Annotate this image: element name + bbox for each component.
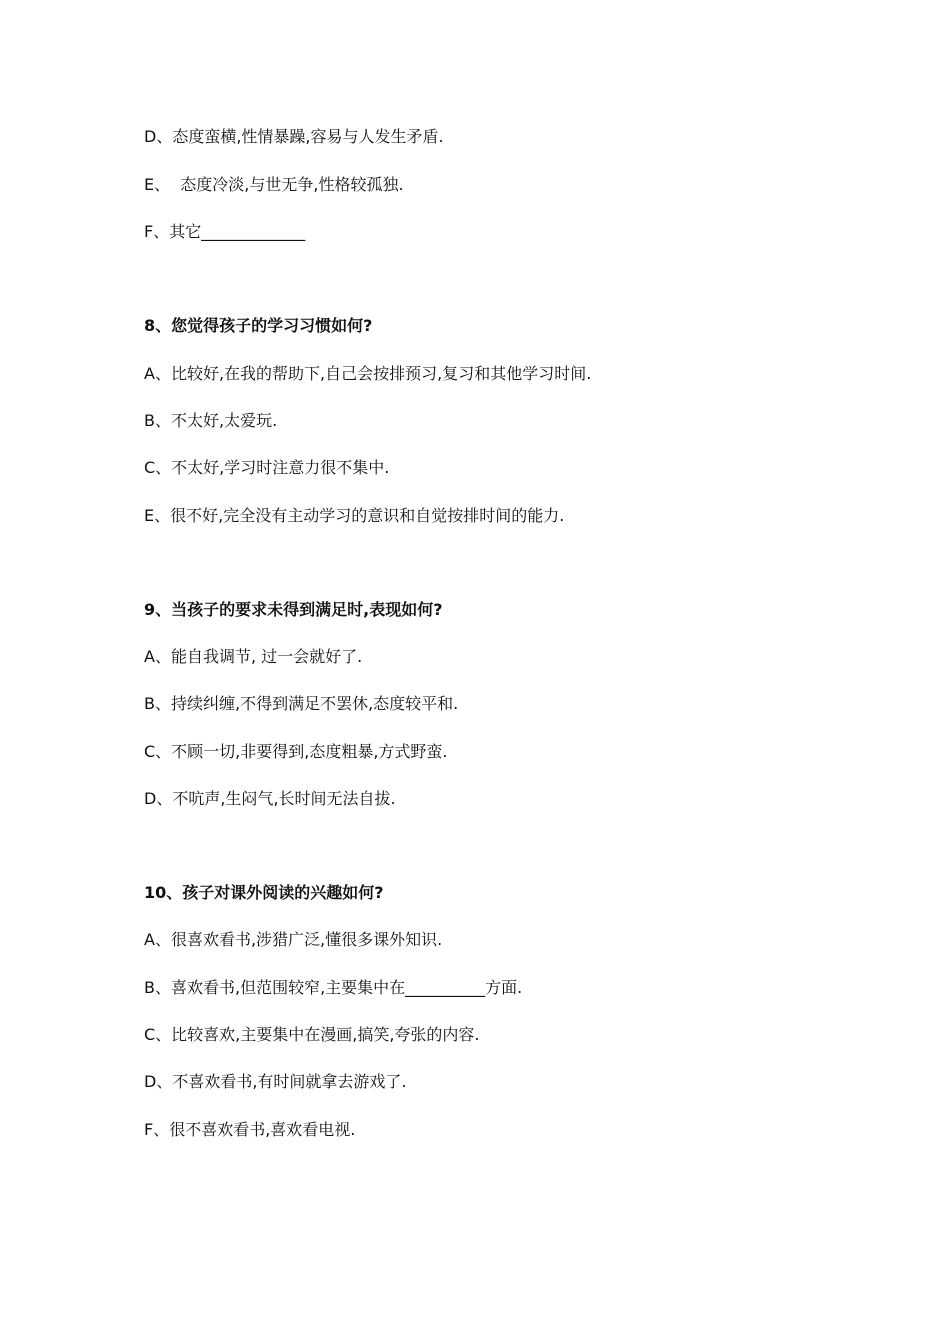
option-d: D、态度蛮横,性情暴躁,容易与人发生矛盾. — [144, 127, 444, 146]
q8-option-b: B、不太好,太爱玩. — [144, 411, 278, 430]
option-e: E、 态度冷淡,与世无争,性格较孤独. — [144, 175, 404, 194]
q9-option-b: B、持续纠缠,不得到满足不罢休,态度较平和. — [144, 694, 459, 713]
q8-option-a: A、比较好,在我的帮助下,自己会按排预习,复习和其他学习时间. — [144, 364, 592, 383]
question-10-title: 10、孩子对课外阅读的兴趣如何? — [144, 883, 384, 902]
option-f: F、其它_____________ — [144, 222, 306, 241]
q8-option-e: E、很不好,完全没有主动学习的意识和自觉按排时间的能力. — [144, 506, 565, 525]
q9-option-d: D、不吭声,生闷气,长时间无法自拔. — [144, 789, 396, 808]
question-8-title: 8、您觉得孩子的学习习惯如何? — [144, 316, 373, 335]
q10-option-f: F、很不喜欢看书,喜欢看电视. — [144, 1120, 356, 1139]
q10-option-b: B、喜欢看书,但范围较窄,主要集中在__________方面. — [144, 978, 523, 997]
question-9-title: 9、当孩子的要求未得到满足时,表现如何? — [144, 600, 443, 619]
q10-option-d: D、不喜欢看书,有时间就拿去游戏了. — [144, 1072, 407, 1091]
q8-option-c: C、不太好,学习时注意力很不集中. — [144, 458, 390, 477]
q10-option-a: A、很喜欢看书,涉猎广泛,懂很多课外知识. — [144, 930, 443, 949]
q9-option-a: A、能自我调节, 过一会就好了. — [144, 647, 363, 666]
q10-option-c: C、比较喜欢,主要集中在漫画,搞笑,夸张的内容. — [144, 1025, 480, 1044]
q9-option-c: C、不顾一切,非要得到,态度粗暴,方式野蛮. — [144, 742, 448, 761]
